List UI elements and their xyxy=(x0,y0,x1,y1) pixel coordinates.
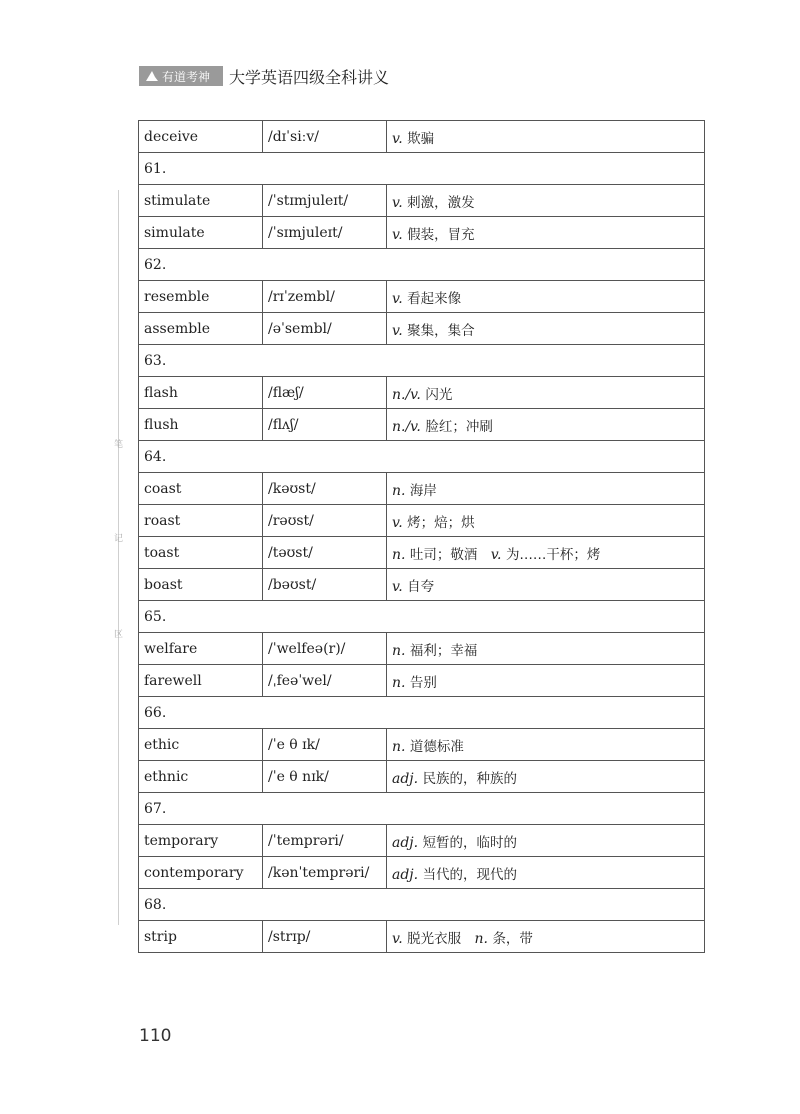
meaning-cell xyxy=(387,761,705,793)
group-number: 63. xyxy=(139,345,705,377)
word-cell: flush xyxy=(139,409,263,441)
chinese-meaning: 海岸 xyxy=(409,482,437,499)
word-cell: strip xyxy=(139,921,263,953)
part-of-speech: n. xyxy=(392,738,406,755)
notes-margin-line xyxy=(118,190,119,925)
phonetic-cell: /ˈe θ nɪk/ xyxy=(263,761,387,793)
meaning-cell xyxy=(387,825,705,857)
vocab-row xyxy=(139,185,705,217)
chinese-meaning: 为……干杯；烤 xyxy=(505,546,601,563)
chinese-meaning: 刺激，激发 xyxy=(407,194,475,211)
part-of-speech: n. xyxy=(392,674,406,691)
chinese-meaning: 吐司；敬酒 xyxy=(409,546,478,563)
phonetic-cell: /flʌʃ/ xyxy=(263,409,387,441)
meaning-cell xyxy=(387,729,705,761)
word-cell: ethic xyxy=(139,729,263,761)
vocab-row xyxy=(139,569,705,601)
part-of-speech: adj. xyxy=(392,834,419,851)
phonetic-cell: /strɪp/ xyxy=(263,921,387,953)
phonetic-cell: /rɪˈzembl/ xyxy=(263,281,387,313)
part-of-speech: v. xyxy=(392,578,403,595)
vocab-row xyxy=(139,409,705,441)
wizard-hat-icon xyxy=(145,70,159,82)
group-header-row xyxy=(139,601,705,633)
phonetic-cell: /ˈwelfeə(r)/ xyxy=(263,633,387,665)
phonetic-cell: /dɪˈsiːv/ xyxy=(263,121,387,153)
meaning-cell xyxy=(387,313,705,345)
part-of-speech: v. xyxy=(392,322,403,339)
phonetic-cell: /rəʊst/ xyxy=(263,505,387,537)
group-header-row xyxy=(139,249,705,281)
phonetic-cell: /flæʃ/ xyxy=(263,377,387,409)
chinese-meaning: 欺骗 xyxy=(407,130,435,147)
page-header xyxy=(139,66,389,86)
margin-note-char: 记 xyxy=(114,534,124,544)
word-cell: farewell xyxy=(139,665,263,697)
vocab-row xyxy=(139,761,705,793)
meaning-cell xyxy=(387,665,705,697)
part-of-speech: v. xyxy=(392,194,403,211)
group-header-row xyxy=(139,793,705,825)
chinese-meaning: 聚集，集合 xyxy=(407,322,475,339)
meaning-cell xyxy=(387,121,705,153)
meaning-cell xyxy=(387,281,705,313)
part-of-speech: n./v. xyxy=(392,418,421,435)
meaning-cell xyxy=(387,377,705,409)
vocab-row xyxy=(139,121,705,153)
brand-label: 有道考神 xyxy=(162,69,211,84)
meaning-cell xyxy=(387,633,705,665)
group-header-row xyxy=(139,697,705,729)
group-number: 64. xyxy=(139,441,705,473)
vocab-row xyxy=(139,281,705,313)
word-cell: welfare xyxy=(139,633,263,665)
meaning-cell xyxy=(387,921,705,953)
group-header-row xyxy=(139,345,705,377)
chinese-meaning: 假装，冒充 xyxy=(407,226,475,243)
phonetic-cell: /bəʊst/ xyxy=(263,569,387,601)
word-cell: flash xyxy=(139,377,263,409)
vocab-row xyxy=(139,473,705,505)
word-cell: ethnic xyxy=(139,761,263,793)
group-header-row xyxy=(139,889,705,921)
chinese-meaning: 当代的，现代的 xyxy=(422,866,518,883)
word-cell: simulate xyxy=(139,217,263,249)
chinese-meaning: 脸红；冲刷 xyxy=(425,418,493,435)
phonetic-cell: /təʊst/ xyxy=(263,537,387,569)
part-of-speech: v. xyxy=(392,130,403,147)
vocab-row xyxy=(139,825,705,857)
chinese-meaning: 短暂的，临时的 xyxy=(422,834,518,851)
vocab-row xyxy=(139,729,705,761)
vocab-row xyxy=(139,665,705,697)
chinese-meaning: 民族的，种族的 xyxy=(422,770,518,787)
word-cell: assemble xyxy=(139,313,263,345)
meaning-cell xyxy=(387,569,705,601)
phonetic-cell: /kəʊst/ xyxy=(263,473,387,505)
group-header-row xyxy=(139,153,705,185)
chinese-meaning: 烤；焙；烘 xyxy=(407,514,475,531)
part-of-speech: n. xyxy=(474,930,488,947)
part-of-speech: adj. xyxy=(392,866,419,883)
part-of-speech: v. xyxy=(392,290,403,307)
part-of-speech: n. xyxy=(392,546,406,563)
vocab-row xyxy=(139,857,705,889)
meaning-cell xyxy=(387,505,705,537)
group-number: 65. xyxy=(139,601,705,633)
meaning-cell xyxy=(387,217,705,249)
word-cell: coast xyxy=(139,473,263,505)
brand-badge xyxy=(139,66,223,86)
part-of-speech: v. xyxy=(490,546,502,563)
word-cell: toast xyxy=(139,537,263,569)
vocab-row xyxy=(139,921,705,953)
page-number: 110 xyxy=(139,1026,172,1046)
chinese-meaning: 福利；幸福 xyxy=(409,642,478,659)
meaning-cell xyxy=(387,473,705,505)
part-of-speech: n. xyxy=(392,482,406,499)
chinese-meaning: 闪光 xyxy=(425,386,453,403)
part-of-speech: v. xyxy=(392,514,403,531)
vocab-row xyxy=(139,377,705,409)
group-number: 68. xyxy=(139,889,705,921)
vocab-row xyxy=(139,537,705,569)
phonetic-cell: /kənˈtemprəri/ xyxy=(263,857,387,889)
group-number: 66. xyxy=(139,697,705,729)
part-of-speech: v. xyxy=(392,226,403,243)
chinese-meaning: 看起来像 xyxy=(407,290,462,307)
meaning-cell xyxy=(387,185,705,217)
group-number: 61. xyxy=(139,153,705,185)
chinese-meaning: 脱光衣服 xyxy=(407,930,462,947)
word-cell: deceive xyxy=(139,121,263,153)
part-of-speech: n. xyxy=(392,642,406,659)
word-cell: boast xyxy=(139,569,263,601)
phonetic-cell: /ˈstɪmjuleɪt/ xyxy=(263,185,387,217)
vocab-row xyxy=(139,505,705,537)
word-cell: roast xyxy=(139,505,263,537)
group-header-row xyxy=(139,441,705,473)
phonetic-cell: /ˈe θ ɪk/ xyxy=(263,729,387,761)
vocab-row xyxy=(139,633,705,665)
vocab-row xyxy=(139,217,705,249)
part-of-speech: adj. xyxy=(392,770,419,787)
vocab-row xyxy=(139,313,705,345)
group-number: 67. xyxy=(139,793,705,825)
chinese-meaning: 自夸 xyxy=(407,578,435,595)
phonetic-cell: /ˌfeəˈwel/ xyxy=(263,665,387,697)
margin-note-char: 区 xyxy=(114,630,124,640)
word-cell: contemporary xyxy=(139,857,263,889)
margin-note-char: 笔 xyxy=(114,440,124,450)
meaning-cell xyxy=(387,537,705,569)
phonetic-cell: /əˈsembl/ xyxy=(263,313,387,345)
word-cell: stimulate xyxy=(139,185,263,217)
chinese-meaning: 条，带 xyxy=(492,930,533,947)
word-cell: temporary xyxy=(139,825,263,857)
meaning-cell xyxy=(387,857,705,889)
chinese-meaning: 道德标准 xyxy=(409,738,464,755)
phonetic-cell: /ˈsɪmjuleɪt/ xyxy=(263,217,387,249)
part-of-speech: v. xyxy=(392,930,403,947)
phonetic-cell: /ˈtemprəri/ xyxy=(263,825,387,857)
meaning-cell xyxy=(387,409,705,441)
document-title: 大学英语四级全科讲义 xyxy=(229,67,390,87)
word-cell: resemble xyxy=(139,281,263,313)
chinese-meaning: 告别 xyxy=(409,674,437,691)
group-number: 62. xyxy=(139,249,705,281)
vocabulary-table xyxy=(138,120,705,953)
part-of-speech: n./v. xyxy=(392,386,421,403)
